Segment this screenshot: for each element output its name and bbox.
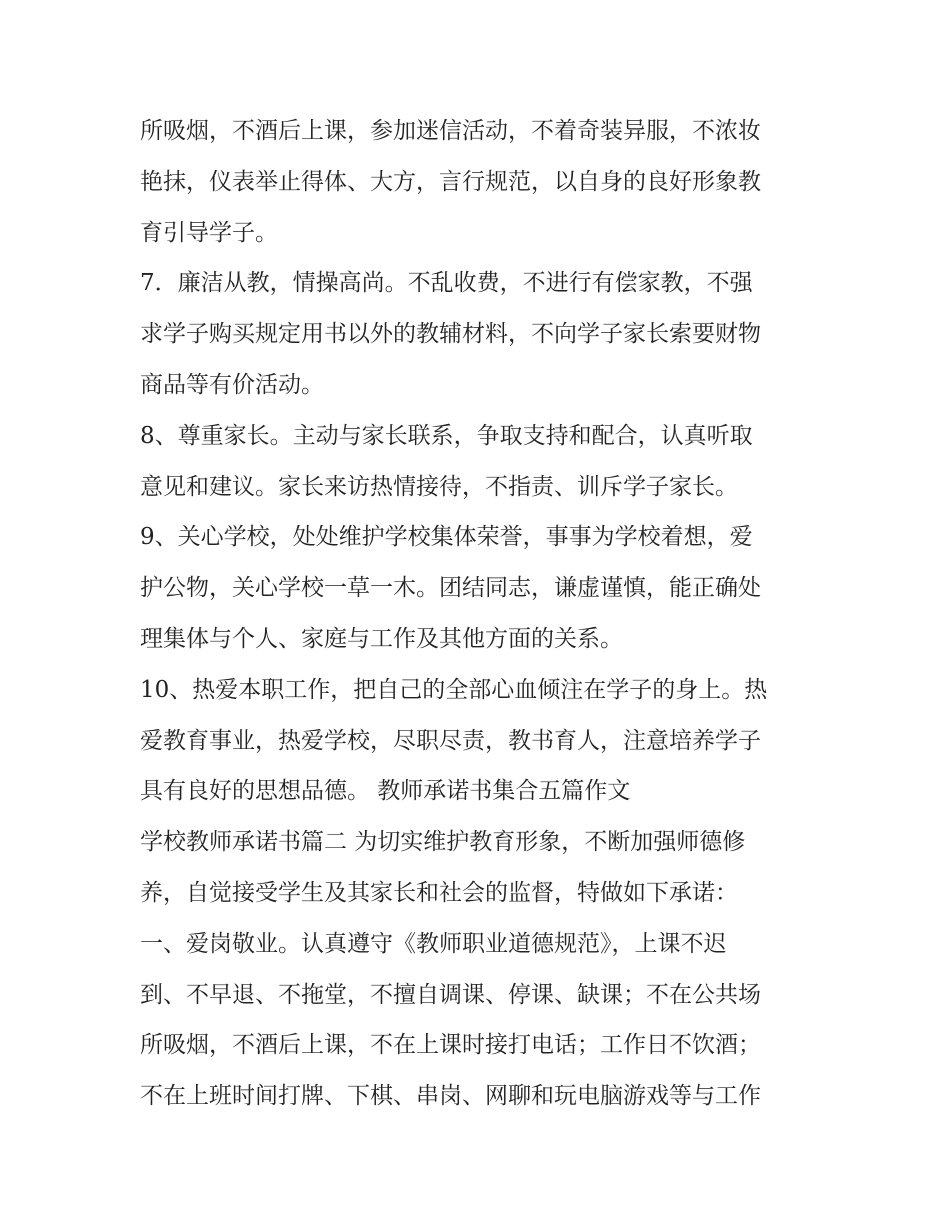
text-line-18: 到、不早退、不拖堂，不擅自调课、停课、缺课；不在公共场 [140, 981, 761, 1008]
text-line-4: 7．廉洁从教，情操高尚。不乱收费，不进行有偿家教，不强 [140, 270, 753, 297]
text-line-7: 8、尊重家长。主动与家长联系，争取支持和配合，认真听取 [140, 422, 753, 449]
text-line-19: 所吸烟，不酒后上课，不在上课时接打电话；工作日不饮酒； [140, 1032, 761, 1059]
text-line-13: 爱教育事业，热爱学校，尽职尽责，教书育人，注意培养学子 [140, 727, 761, 754]
text-line-11: 理集体与个人、家庭与工作及其他方面的关系。 [140, 625, 623, 652]
text-line-9: 9、关心学校，处处维护学校集体荣誉，事事为学校着想，爱 [140, 524, 753, 551]
text-line-8: 意见和建议。家长来访热情接待，不指责、训斥学子家长。 [140, 473, 738, 500]
text-line-2: 艳抹，仪表举止得体、大方，言行规范，以自身的良好形象教 [140, 168, 761, 195]
text-line-16: 养，自觉接受学生及其家长和社会的监督，特做如下承诺： [140, 879, 738, 906]
body-text [140, 106, 820, 1122]
text-line-5: 求学子购买规定用书以外的教辅材料，不向学子家长索要财物 [140, 321, 761, 348]
text-line-15: 学校教师承诺书篇二 为切实维护教育形象，不断加强师德修 [140, 829, 746, 856]
text-line-20: 不在上班时间打牌、下棋、串岗、网聊和玩电脑游戏等与工作 [140, 1083, 761, 1110]
text-line-14: 具有良好的思想品德。 教师承诺书集合五篇作文 [140, 778, 631, 805]
text-line-6: 商品等有价活动。 [140, 371, 324, 398]
text-line-10: 护公物，关心学校一草一木。团结同志，谦虚谨慎，能正确处 [140, 575, 761, 602]
text-line-3: 育引导学子。 [140, 219, 278, 246]
text-line-17: 一、爱岗敬业。认真遵守《教师职业道德规范》，上课不迟 [140, 930, 727, 957]
text-line-12: 10、热爱本职工作，把自己的全部心血倾注在学子的身上。热 [140, 676, 768, 703]
text-line-1: 所吸烟，不酒后上课，参加迷信活动，不着奇装异服，不浓妆 [140, 118, 761, 144]
